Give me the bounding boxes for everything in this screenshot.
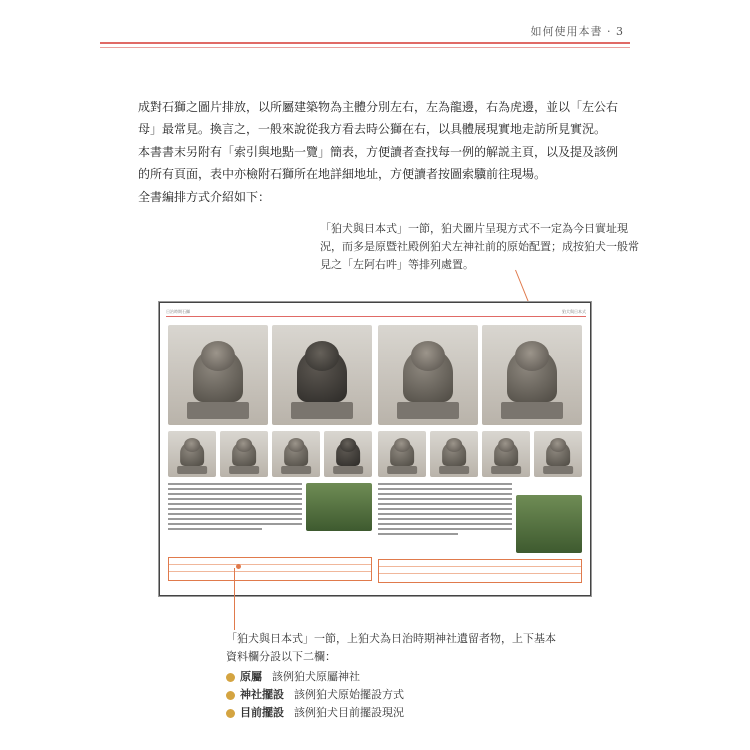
book-spread-illustration: [159, 302, 591, 596]
spread-right-rule: [376, 316, 586, 317]
photo-lion-small-3: [272, 431, 320, 477]
bullet-label: 原屬: [240, 670, 262, 683]
photo-site-left: [306, 483, 372, 531]
bullet-text: 該例狛犬目前擺設現況: [294, 706, 404, 719]
paragraph-2: 本書書末另附有「索引與地點一覽」簡表，方便讀者查找每一例的解説主頁，以及提及該例的所有頁面，表中亦檢附石獅所在地詳細地址，方便讀者按圖索驥前往現場。: [138, 145, 619, 181]
left-text-block: [168, 483, 302, 533]
header-rule-thin: [100, 47, 630, 48]
callout-bottom: [226, 630, 566, 722]
callout-bullet-list: [226, 668, 566, 722]
bullet-dot-icon: [226, 691, 235, 700]
photo-komainu-large-1: [378, 325, 478, 425]
photo-site-right: [516, 495, 582, 553]
list-item: [226, 686, 566, 704]
spread-left-header: 日治時期石獅: [166, 309, 190, 314]
photo-komainu-small-4: [534, 431, 582, 477]
right-info-table: [378, 559, 582, 583]
photo-komainu-large-2: [482, 325, 582, 425]
list-item: [226, 704, 566, 722]
paragraph-3: 全書編排方式介紹如下：: [138, 190, 271, 204]
photo-lion-small-2: [220, 431, 268, 477]
body-text: [138, 96, 618, 209]
spread-left-page: [166, 309, 376, 589]
bullet-dot-icon: [226, 709, 235, 718]
photo-komainu-small-2: [430, 431, 478, 477]
bullet-label: 目前擺設: [240, 706, 284, 719]
spread-right-page: [376, 309, 586, 589]
callout-top: [320, 220, 645, 274]
callout-top-text: 「狛犬與日本式」一節，狛犬圖片呈現方式不一定為今日實址現況，而多是原暨社殿例狛犬左神社前的原始配置；成按狛犬一般常見之「左阿右吽」等排列處置。: [320, 222, 639, 271]
left-table-marker: [236, 564, 241, 569]
list-item: [226, 668, 566, 686]
photo-lion-large-1: [168, 325, 268, 425]
header-rule: [100, 42, 630, 44]
photo-lion-small-4: [324, 431, 372, 477]
left-info-table: [168, 557, 372, 581]
callout-bottom-text: 「狛犬與日本式」一節，上狛犬為日治時期神社遺留者物，上下基本資料欄分設以下二欄：: [226, 632, 556, 663]
page-header-label: 如何使用本書 · 3: [530, 25, 624, 38]
photo-komainu-small-1: [378, 431, 426, 477]
bullet-dot-icon: [226, 673, 235, 682]
photo-lion-large-2: [272, 325, 372, 425]
photo-komainu-small-3: [482, 431, 530, 477]
right-text-block: [378, 483, 512, 538]
bullet-label: 神社擺設: [240, 688, 284, 701]
leader-line-bottom: [234, 568, 235, 630]
bullet-text: 該例狛犬原屬神社: [272, 670, 360, 683]
paragraph-1: 成對石獅之圖片排放，以所屬建築物為主體分別左右，左為龍邊，右為虎邊，並以「左公右母」最常見。換言之，一般來說從我方看去時公獅在右，以具體展現實地走訪所見實況。: [138, 100, 619, 136]
spread-left-rule: [166, 316, 376, 317]
photo-lion-small-1: [168, 431, 216, 477]
spread-right-header: 狛犬與日本式: [562, 309, 586, 314]
bullet-text: 該例狛犬原始擺設方式: [294, 688, 404, 701]
